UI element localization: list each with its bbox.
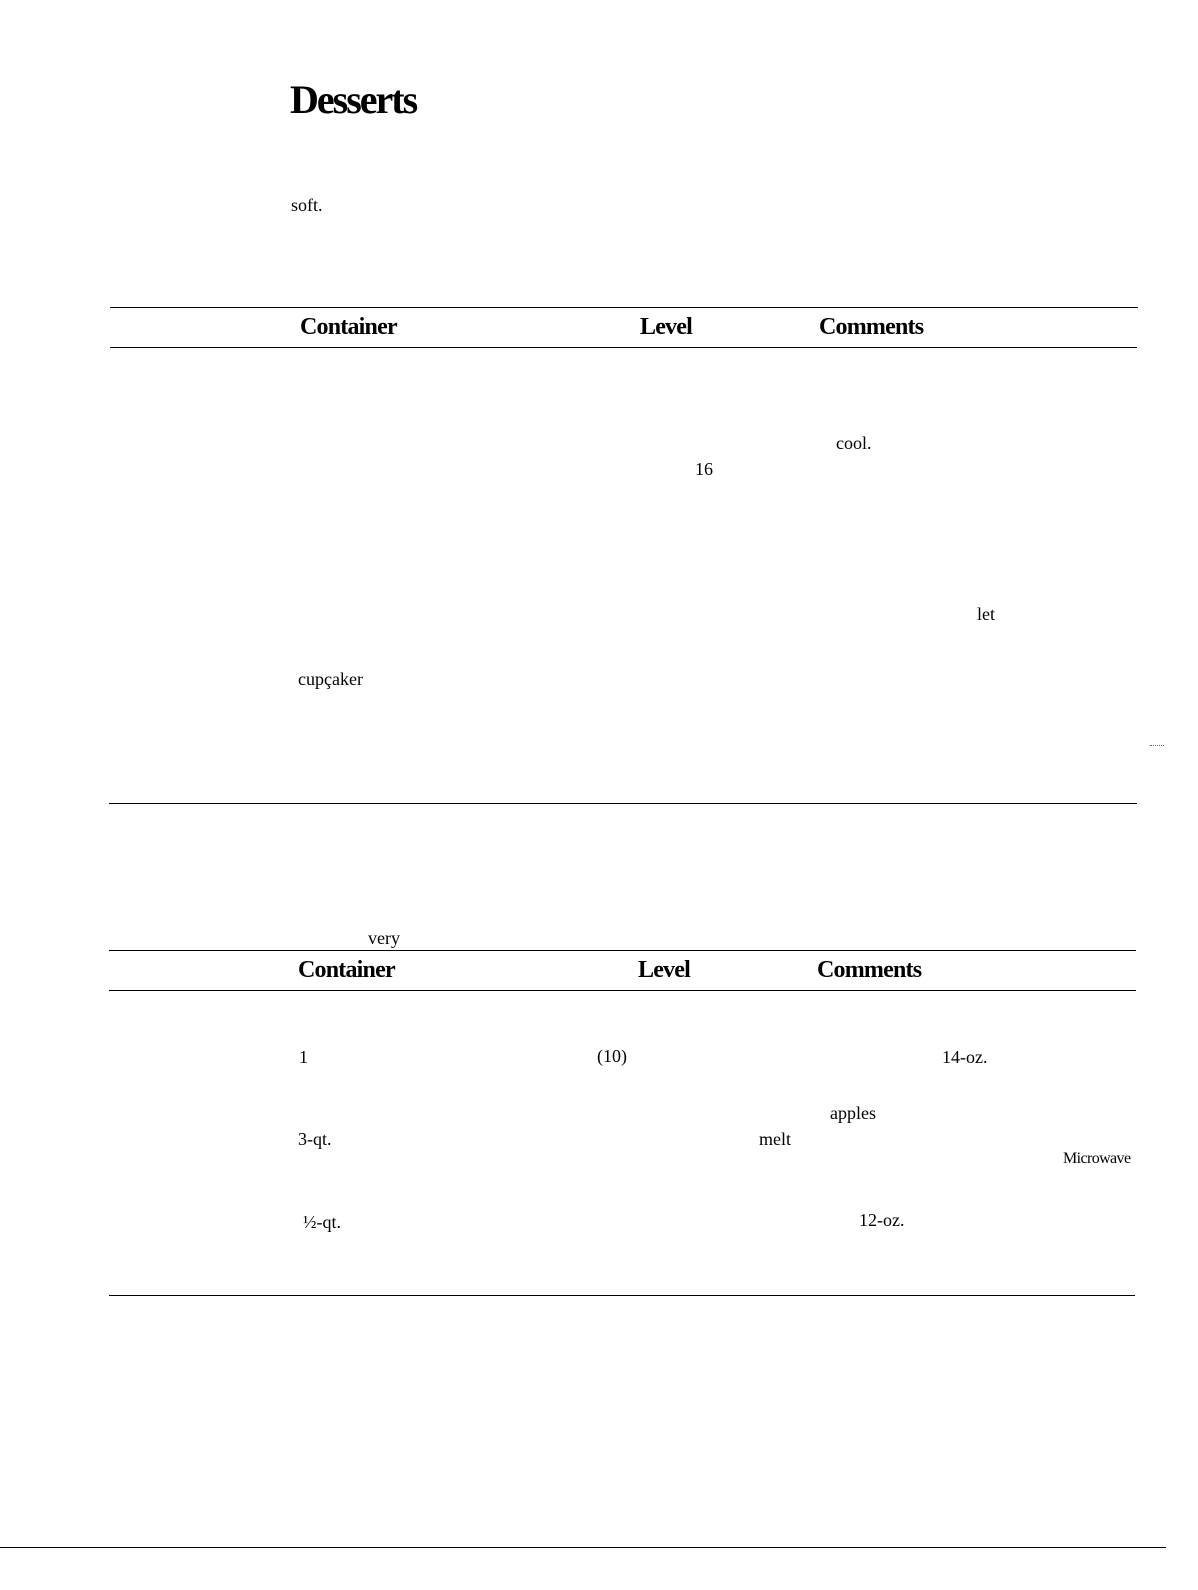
table2-text-fragment: apples [830, 1103, 876, 1123]
table2-text-fragment: Microwave [1063, 1150, 1131, 1167]
table2-text-fragment: 1 [299, 1047, 308, 1067]
table2-text-fragment: melt [759, 1129, 791, 1149]
table2-header-comments: Comments [817, 957, 922, 983]
table2-text-fragment: ½-qt. [303, 1212, 341, 1232]
table2-header-level: Level [638, 957, 690, 983]
section2-text-fragment: very [368, 928, 400, 948]
table2-text-fragment: 3-qt. [298, 1129, 332, 1149]
table1-text-fragment: cupçaker [298, 669, 363, 689]
table1-text-fragment: 16 [695, 459, 713, 479]
table1-header-container: Container [300, 314, 397, 340]
table2-text-fragment: 14-oz. [942, 1047, 988, 1067]
table1-header-rule [110, 347, 1137, 348]
table1-header-comments: Comments [819, 314, 924, 340]
table2-header-rule [109, 990, 1136, 991]
table2-text-fragment: (10) [597, 1046, 627, 1066]
intro-text-fragment: soft. [291, 195, 323, 215]
table1-header-level: Level [640, 314, 692, 340]
table1-top-rule [110, 307, 1138, 308]
table2-top-rule [109, 950, 1136, 951]
margin-mark [1150, 745, 1164, 746]
page-title: Desserts [290, 77, 417, 122]
table1-text-fragment: cool. [836, 433, 872, 453]
table1-bottom-rule [109, 803, 1137, 804]
table2-text-fragment: 12-oz. [859, 1210, 905, 1230]
table2-bottom-rule [109, 1295, 1135, 1296]
table2-header-container: Container [298, 957, 395, 983]
table1-text-fragment: let [977, 604, 995, 624]
page-bottom-rule [0, 1547, 1166, 1548]
